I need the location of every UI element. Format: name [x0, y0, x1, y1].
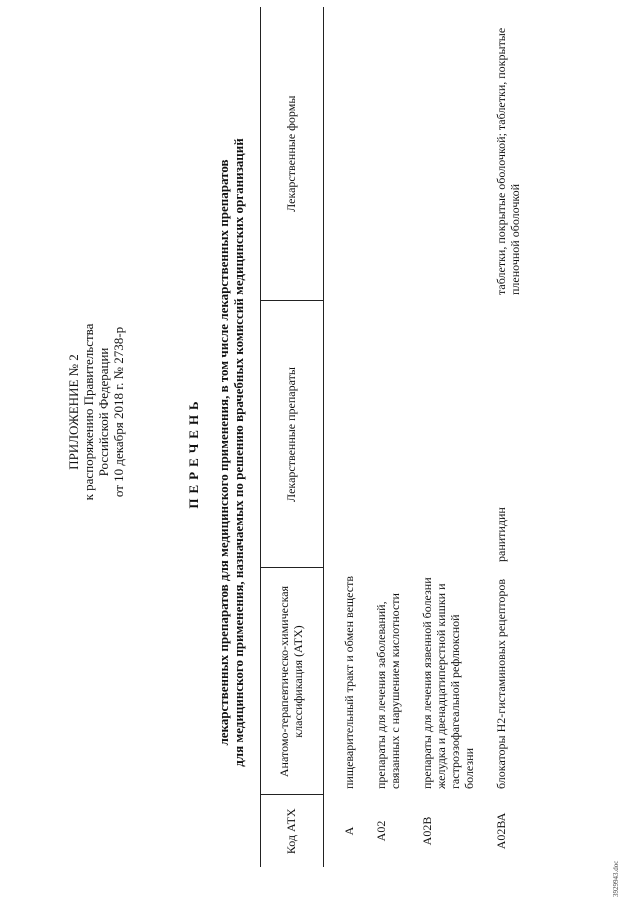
header-atc: Анатомо-терапевтическо-химическая классификация (АТХ)	[261, 568, 324, 795]
appendix-government-line: Российской Федерации	[96, 347, 111, 477]
subtitle-line-1: лекарственных препаратов для медицинского применения, в том числе лекарственных препаратов	[216, 159, 231, 746]
row-form: таблетки, покрытые оболочкой; таблетки, покрытые пленочной оболочкой	[494, 27, 522, 295]
row-drug	[356, 301, 402, 568]
subtitle-line-2: для медицинского применения, назначаемых по решению врачебных комиссий медицинских организаций	[231, 138, 246, 767]
row-drug	[402, 301, 476, 568]
row-code: А02ВА	[494, 812, 508, 850]
row-atc: блокаторы Н2-гистаминовых рецепторов	[494, 578, 508, 789]
appendix-note	[66, 262, 126, 562]
table-row	[324, 7, 357, 867]
row-atc: пищеварительный тракт и обмен веществ	[342, 575, 356, 789]
table-row	[476, 7, 522, 867]
row-drug	[324, 301, 357, 568]
header-drugs: Лекарственные препараты	[261, 301, 324, 568]
document-title: ПЕРЕЧЕНЬ	[186, 396, 201, 509]
row-code: А02	[374, 820, 388, 842]
appendix-date-line: от 10 декабря 2018 г. № 2738-р	[111, 326, 126, 498]
document-file-reference: 3929943.doc	[612, 860, 620, 897]
row-form	[402, 7, 476, 301]
appendix-decree-line: к распоряжению Правительства	[81, 323, 96, 501]
row-form	[356, 7, 402, 301]
document-subtitle	[216, 0, 246, 905]
table-row	[402, 7, 476, 867]
table-row	[356, 7, 402, 867]
appendix-number: ПРИЛОЖЕНИЕ № 2	[66, 354, 81, 470]
table-header-row	[261, 7, 324, 867]
row-code: А02В	[420, 816, 434, 846]
row-drug: ранитидин	[494, 507, 508, 562]
row-atc: препараты для лечения заболеваний, связанных с нарушением кислотности	[374, 593, 402, 789]
row-atc: препараты для лечения язвенной болезни желудка и двенадцатиперстной кишки и гастроэзофагеальной рефлюксной болезни	[420, 577, 476, 789]
drug-list-table	[260, 7, 522, 867]
row-code: А	[342, 826, 356, 836]
header-code: Код АТХ	[261, 795, 324, 867]
row-form	[324, 7, 357, 301]
header-forms: Лекарственные формы	[261, 7, 324, 301]
